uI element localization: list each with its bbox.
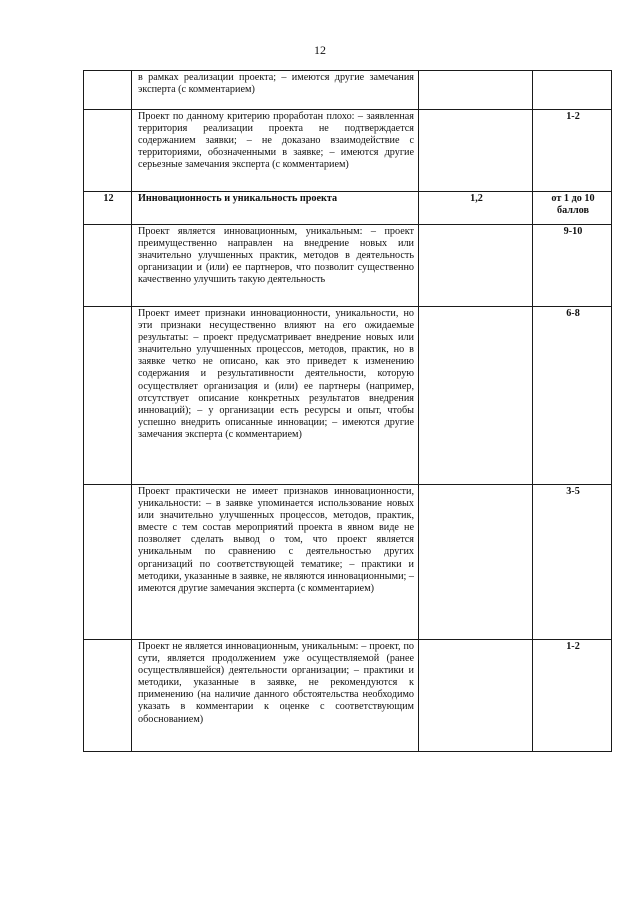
criterion-points-cell: 9-10 xyxy=(533,225,612,307)
page-number: 12 xyxy=(314,43,326,57)
table-row xyxy=(84,71,612,110)
criterion-points-cell: 1-2 xyxy=(533,110,612,192)
table-row xyxy=(84,307,612,485)
criterion-description-cell: Проект имеет признаки инновационности, уникальности, но эти признаки несущественно влияют на его ожидаемые результаты: – проект предусматривает внедрение новых или значительно улучшенных процессов, методов, практик, но в заявке четко не описано, как это приведет к изменению содержания и результативности деятельности, которую осуществляет организация и (или) ее партнеры (например, отсутствует описание конкретных результатов внедрения инноваций); – у организации есть ресурсы и опыт, чтобы успешно внедрить описанные инновации; – имеются другие замечания эксперта (с комментарием) xyxy=(132,307,419,485)
criterion-description-cell: Проект по данному критерию проработан плохо: – заявленная территория реализации проекта не подтверждается содержанием заявки; – не доказано взаимодействие с территориями, обозначенными в заявке; – имеются другие серьезные замечания эксперта (с комментарием) xyxy=(132,110,419,192)
table-row xyxy=(84,110,612,192)
criterion-number-cell: 12 xyxy=(84,192,132,225)
criterion-description-cell: Проект является инновационным, уникальным: – проект преимущественно направлен на внедрение новых или значительно улучшенных практик, методов в деятельность организации и (или) ее партнеров, что позволит существенно качественно улучшить такую деятельность xyxy=(132,225,419,307)
criterion-points-cell: от 1 до 10 баллов xyxy=(533,192,612,225)
table-row xyxy=(84,225,612,307)
table-row xyxy=(84,485,612,640)
table-row xyxy=(84,640,612,752)
criterion-weight-cell xyxy=(419,640,533,752)
criterion-number-cell xyxy=(84,307,132,485)
table-row xyxy=(84,192,612,225)
evaluation-criteria-table xyxy=(83,70,612,752)
criterion-points-cell: 3-5 xyxy=(533,485,612,640)
criterion-weight-cell xyxy=(419,485,533,640)
criterion-number-cell xyxy=(84,225,132,307)
criterion-number-cell xyxy=(84,110,132,192)
criterion-weight-cell: 1,2 xyxy=(419,192,533,225)
criterion-points-cell: 6-8 xyxy=(533,307,612,485)
criterion-description-cell: в рамках реализации проекта; – имеются другие замечания эксперта (с комментарием) xyxy=(132,71,419,110)
criterion-number-cell xyxy=(84,485,132,640)
criterion-points-cell: 1-2 xyxy=(533,640,612,752)
criterion-weight-cell xyxy=(419,225,533,307)
criterion-points-cell xyxy=(533,71,612,110)
criterion-description-cell: Проект не является инновационным, уникальным: – проект, по сути, является продолжением уже осуществляемой (ранее осуществлявшейся) деятельности организации; – практики и методики, указанные в заявке, не рекомендуются к применению (на наличие данного обстоятельства необходимо указать в комментарии к оценке с соответствующим обоснованием) xyxy=(132,640,419,752)
criterion-title-cell: Инновационность и уникальность проекта xyxy=(132,192,419,225)
criterion-number-cell xyxy=(84,640,132,752)
criterion-description-cell: Проект практически не имеет признаков инновационности, уникальности: – в заявке упоминается использование новых или значительно улучшенных процессов, методов, практик, вместе с тем состав мероприятий проекта в явном виде не позволяет сделать вывод о том, что проект является уникальным по сравнению с деятельностью других организаций по соответствующей тематике; – практики и методики, указанные в заявке, не являются инновационными; – имеются другие замечания эксперта (с комментарием) xyxy=(132,485,419,640)
criterion-weight-cell xyxy=(419,307,533,485)
criterion-number-cell xyxy=(84,71,132,110)
criterion-weight-cell xyxy=(419,110,533,192)
criterion-weight-cell xyxy=(419,71,533,110)
